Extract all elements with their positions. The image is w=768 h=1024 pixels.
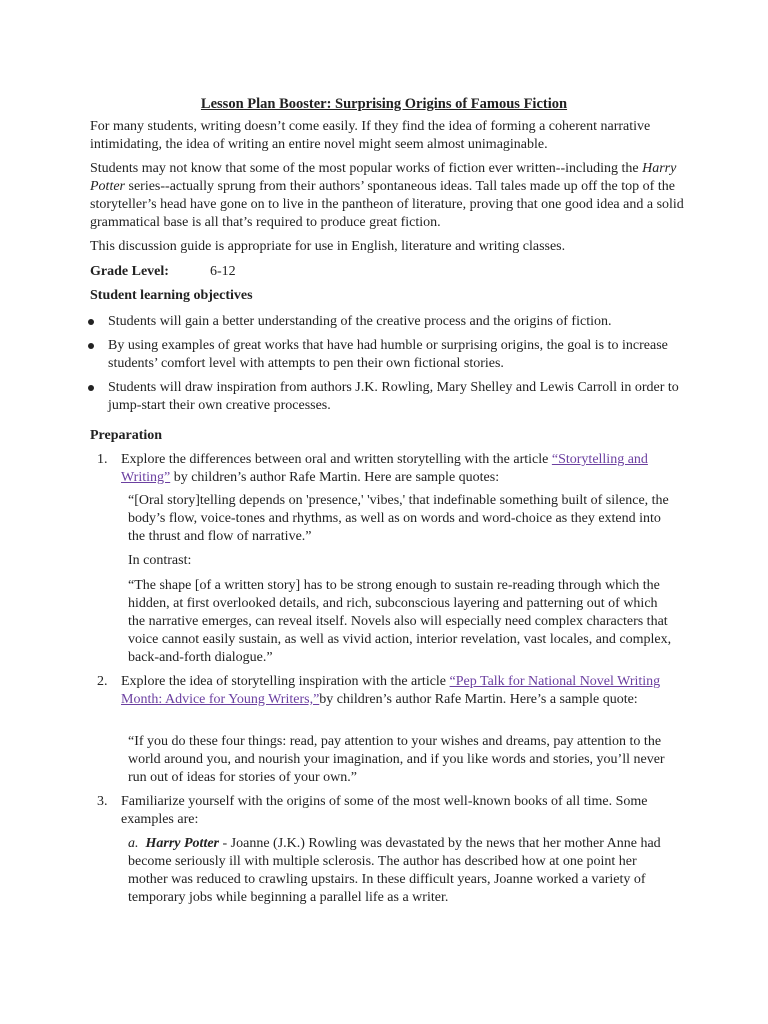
quote-written-story: “The shape [of a written story] has to be strong enough to sustain re-reading through which the hidden, at first overlooked details, and rich, subconscious layering and patterning out of which the narrative emerges, can reveal itself. Novels also will especially need complex characters that voice cannot easily sustain, as well as vivid action, interior revelation, vast locales, and complex, back-and-forth dialogue.” (128, 578, 672, 665)
storytelling-and-writing-link[interactable]: “Storytelling and Writing” (121, 452, 648, 485)
grade-level-row (90, 263, 690, 281)
step-number: 2. (97, 674, 108, 689)
list-item (88, 337, 688, 373)
objective-text: Students will gain a better understanding of the creative process and the origins of fiction. (108, 314, 612, 329)
list-item (88, 313, 688, 331)
step-2-text-pre: Explore the idea of storytelling inspiration with the article (121, 674, 450, 689)
objective-text: Students will draw inspiration from authors J.K. Rowling, Mary Shelley and Lewis Carroll in order to jump-start their own creative processes. (108, 380, 679, 413)
objectives-list (88, 313, 688, 421)
quote-four-things: “If you do these four things: read, pay attention to your wishes and dreams, pay attention to the world around you, and nourish your imagination, and if you like words and stories, you’ll never run out of ideas for stories of your own.” (128, 734, 665, 785)
example-harry-potter (128, 835, 676, 907)
quote-oral-storytelling: “[Oral story]telling depends on 'presence,' 'vibes,' that indefinable something built of silence, the body’s flow, voice-tones and rhythms, as well as on words and word-choice as they extend into the thrust and flow of narrative.” (128, 493, 669, 544)
step-text (121, 451, 681, 487)
intro-paragraph-3: This discussion guide is appropriate for use in English, literature and writing classes. (90, 239, 566, 254)
objectives-heading: Student learning objectives (90, 288, 253, 303)
preparation-heading: Preparation (90, 428, 163, 443)
step-1-text-pre: Explore the differences between oral and written storytelling with the article (121, 452, 552, 467)
step-number: 3. (97, 794, 108, 809)
intro-2-text-post: series--actually sprung from their authors’ spontaneous ideas. Tall tales made up off the top of the storyteller’s head have gone on to live in the pantheon of literature, proving that one good idea and a solid grammatical base is all that’s required to produce great fiction. (90, 179, 684, 230)
bullet-icon (88, 343, 94, 349)
pep-talk-link[interactable]: “Pep Talk for National Novel Writing Month: Advice for Young Writers,” (121, 674, 661, 707)
step-number: 1. (97, 452, 108, 467)
bullet-icon (88, 385, 94, 391)
list-item (88, 379, 688, 415)
grade-level-label: Grade Level: (90, 264, 169, 279)
step-2-text-post: by children’s author Rafe Martin. Here’s a sample quote: (319, 692, 638, 707)
step-text: Familiarize yourself with the origins of some of the most well-known books of all time. Some examples are: (121, 794, 648, 827)
intro-paragraph-1: For many students, writing doesn’t come easily. If they find the idea of forming a coherent narrative intimidating, the idea of writing an entire novel might seem almost unimaginable. (90, 119, 651, 152)
intro-paragraph-2 (90, 160, 690, 232)
grade-level-value: 6-12 (210, 264, 236, 279)
sub-item-letter: a. (128, 836, 139, 851)
in-contrast-label: In contrast: (128, 553, 192, 568)
page-title: Lesson Plan Booster: Surprising Origins of Famous Fiction (200, 96, 568, 112)
step-1-text-post: by children’s author Rafe Martin. Here are sample quotes: (170, 470, 500, 485)
bullet-icon (88, 319, 94, 325)
harry-potter-text: - Joanne (J.K.) Rowling was devastated by the news that her mother Anne had become seriously ill with multiple sclerosis. The author has described how at one point her mother was reduced to crawling upstairs. In these difficult years, Joanne worked a variety of temporary jobs while beginning a parallel life as a writer. (128, 836, 661, 905)
harry-potter-title: Harry Potter (145, 836, 219, 851)
intro-2-text-pre: Students may not know that some of the most popular works of fiction ever written--including the (90, 161, 643, 176)
intro-2-italic-title: Harry Potter (90, 161, 677, 194)
objective-text: By using examples of great works that have had humble or surprising origins, the goal is to increase students’ comfort level with attempts to pen their own fictional stories. (108, 338, 668, 371)
step-text (121, 673, 681, 709)
